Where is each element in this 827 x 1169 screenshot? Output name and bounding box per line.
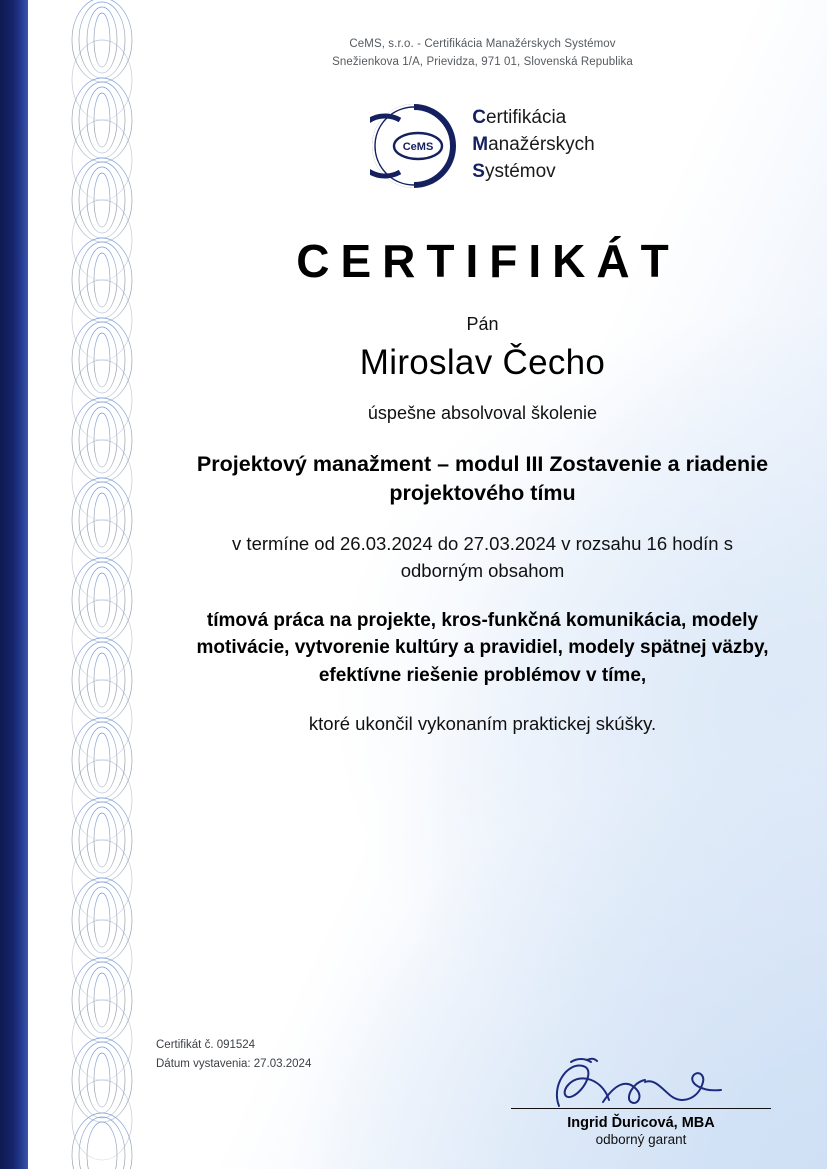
issue-date: Dátum vystavenia: 27.03.2024 xyxy=(156,1057,312,1070)
certificate-title: CERTIFIKÁT xyxy=(296,234,680,287)
certificate-number: Certifikát č. 091524 xyxy=(156,1039,256,1052)
issuer-name: CeMS, s.r.o. - Certifikácia Manažérskych Systémov xyxy=(349,38,616,50)
left-dark-border xyxy=(0,0,28,1169)
certificate-meta xyxy=(156,1036,311,1073)
issuer-address: Snežienkova 1/A, Prievidza, 971 01, Slovenská Republika xyxy=(332,55,633,68)
signer-role: odborný garant xyxy=(595,1132,687,1147)
salutation: Pán xyxy=(466,313,499,334)
completion-statement: úspešne absolvoval školenie xyxy=(367,402,598,423)
certificate-content xyxy=(138,0,827,1169)
closing-statement: ktoré ukončil vykonaním praktickej skúšky. xyxy=(308,713,657,735)
recipient-name: Miroslav Čecho xyxy=(359,342,606,382)
signer-name: Ingrid Ďuricová, MBA xyxy=(567,1115,715,1131)
guilloche-pattern xyxy=(66,0,138,1169)
logo-line-2: Manažérskych xyxy=(472,134,595,156)
signature-icon xyxy=(511,1056,771,1114)
cems-logo-icon xyxy=(370,102,458,190)
issuer-header xyxy=(138,36,827,72)
logo-line-1: Certifikácia xyxy=(472,107,567,129)
logo-wordmark xyxy=(472,105,595,186)
signature-block xyxy=(511,1056,771,1147)
course-topics: tímová práca na projekte, kros-funkčná komunikácia, modely motivácie, vytvorenie kultúry a pravidiel, modely spätnej väzby, efektívne riešenie problémov v tíme, xyxy=(196,609,769,686)
course-title: Projektový manažment – modul III Zostavenie a riadenie projektového tímu xyxy=(196,451,769,506)
logo xyxy=(370,102,595,190)
left-white-gap xyxy=(28,0,68,1169)
course-term: v termíne od 26.03.2024 do 27.03.2024 v rozsahu 16 hodín s odborným obsahom xyxy=(232,532,733,581)
logo-line-3: Systémov xyxy=(472,161,556,183)
logo-block xyxy=(138,102,827,190)
svg-text:CeMS: CeMS xyxy=(402,140,434,153)
